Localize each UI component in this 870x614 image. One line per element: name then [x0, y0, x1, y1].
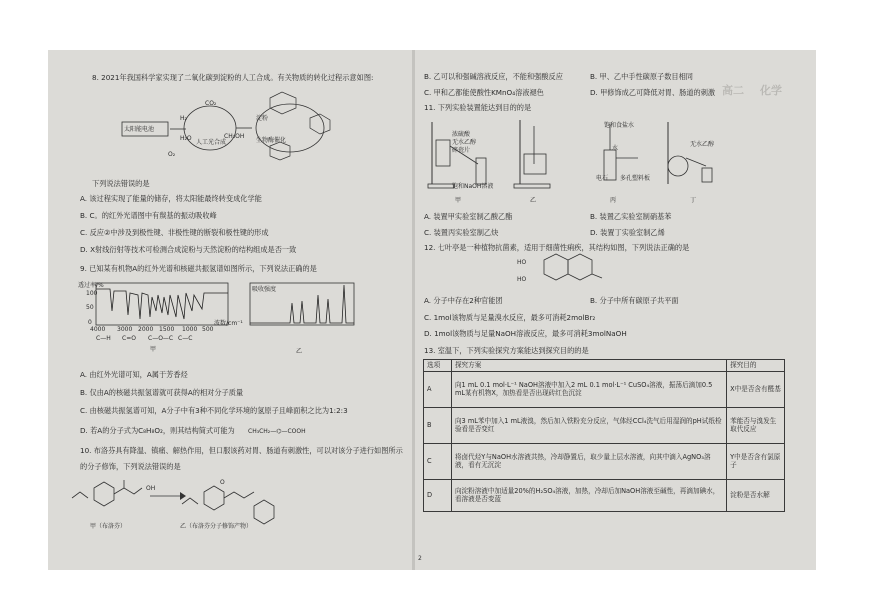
q11-label-board: 多孔塑料板	[620, 175, 651, 182]
q11-fig-b: 乙	[530, 197, 537, 204]
row-option: B	[424, 407, 452, 443]
q10-right-caption: 乙（布洛芬分子修饰产物）	[180, 523, 253, 530]
ir-tag-cc: C—C	[178, 335, 193, 342]
q13-table	[423, 359, 785, 512]
q9-option-a: A. 由红外光谱可知，A属于芳香烃	[80, 370, 188, 379]
q8-h2: H₂	[180, 115, 187, 122]
q10-left-caption: 甲（布洛芬）	[90, 523, 127, 530]
q8-option-c: C. 反应②中涉及到极性键、非极性键的断裂和极性键的形成	[80, 228, 269, 237]
q10-structures	[70, 478, 360, 526]
q11-fig-c: 丙	[610, 197, 617, 204]
row-option: C	[424, 443, 452, 479]
row-option: A	[424, 371, 452, 407]
q12-option-a: A. 分子中存在2种官能团	[424, 296, 503, 305]
table-row	[424, 479, 785, 511]
q10-option-c: C. 甲和乙都能使酸性KMnO₄溶液褪色	[424, 88, 544, 97]
q11-label-water: 水	[612, 145, 619, 152]
q8-option-d: D. X射线衍射等技术可检测合成淀粉与天然淀粉的结构组成是否一致	[80, 245, 297, 254]
q12-option-d: D. 1mol该物质与足量NaOH溶液反应，最多可消耗3molNaOH	[424, 329, 627, 338]
q11-fig-d: 丁	[690, 197, 697, 204]
q12-esculetin-structure	[530, 252, 610, 292]
ghost-text-subject: 化学	[760, 84, 782, 97]
q10-option-b2: B. 甲、乙中手性碳原子数目相同	[590, 72, 693, 81]
row-plan: 向3 mL苯中加入1 mL液溴，然后加入铁粉充分反应，气体经CCl₄洗气后用湿润的pH试纸检验看是否变红	[451, 407, 726, 443]
nmr-caption: 乙	[296, 348, 303, 355]
q12-ho-1: HO	[517, 259, 527, 266]
q12-ho-2: HO	[517, 276, 527, 283]
q11-label-carbide: 电石	[596, 175, 609, 182]
ir-tick-3: 2000	[138, 326, 154, 333]
q10-oh-label: OH	[146, 485, 156, 492]
ir-tag-ch: C—H	[96, 335, 111, 342]
q11-label-chips: 碎瓷片	[452, 147, 471, 154]
ir-tick-4: 1500	[159, 326, 175, 333]
header-plan: 探究方案	[451, 360, 726, 372]
row-goal: 淀粉是否水解	[727, 479, 785, 511]
row-goal: X中是否含有醛基	[727, 371, 785, 407]
page-fold	[412, 50, 415, 570]
q8-step1: 人工光合成	[196, 139, 227, 146]
q9-option-d-formula: CH₃CH₂—⌬—COOH	[248, 428, 306, 435]
q8-solar-cell: 太阳能电池	[124, 126, 155, 133]
q11-option-b: B. 装置乙实验室制硝基苯	[590, 212, 672, 221]
header-goal: 探究目的	[727, 360, 785, 372]
row-plan: 将卤代烃Y与NaOH水溶液共热，冷却静置后，取少量上层水溶液，向其中滴入AgNO₃溶液，看有无沉淀	[451, 443, 726, 479]
q11-label-h2so4: 浓硫酸	[452, 131, 471, 138]
ir-tick-1: 4000	[90, 326, 106, 333]
q9-stem: 9. 已知某有机物A的红外光谱和核磁共振氢谱如图所示，下列说法正确的是	[80, 264, 317, 273]
q11-label-naoh: 饱和NaOH溶液	[452, 183, 494, 190]
ir-y-50: 50	[86, 304, 94, 311]
q10-stem: 10. 布洛芬具有降温、镇痛、解热作用，但口服该药对胃、肠道有刺激性，可以对该分子进行如图所示	[80, 446, 403, 455]
q10-stem-2: 的分子修饰，下列说法错误的是	[80, 462, 181, 471]
ir-caption: 甲	[150, 346, 157, 353]
q11-label-brine: 饱和食盐水	[604, 122, 635, 129]
ir-tick-5: 1000	[182, 326, 198, 333]
q11-label-ethanol: 无水乙醇	[452, 139, 477, 146]
q8-h2o: H₂O	[180, 135, 192, 142]
ir-y-0: 0	[88, 319, 92, 326]
q10-o-label: O	[220, 479, 225, 486]
q8-o2: O₂	[168, 151, 176, 158]
nmr-y-label: 吸收强度	[252, 286, 277, 293]
q12-option-b: B. 分子中所有碳原子共平面	[590, 296, 679, 305]
q11-stem: 11. 下列实验装置能达到目的的是	[424, 103, 532, 112]
q9-option-b: B. 仅由A的核磁共振氢谱就可获得A的相对分子质量	[80, 388, 244, 397]
ir-tick-2: 3000	[117, 326, 133, 333]
q12-stem: 12. 七叶亭是一种植物抗菌素，适用于细菌性痢疾，其结构如图，下列说法正确的是	[424, 243, 690, 252]
table-row	[424, 371, 785, 407]
q9-ir-spectrum	[92, 281, 232, 331]
q11-fig-a: 甲	[455, 197, 462, 204]
ir-tick-6: 500	[202, 326, 214, 333]
q12-option-c: C. 1mol该物质与足量溴水反应，最多可消耗2molBr₂	[424, 313, 596, 322]
q9-option-d: D. 若A的分子式为C₈H₈O₂，则其结构简式可能为	[80, 426, 235, 435]
table-row	[424, 443, 785, 479]
page-number: 2	[418, 555, 422, 562]
row-option: D	[424, 479, 452, 511]
row-plan: 向1 mL 0.1 mol·L⁻¹ NaOH溶液中加入2 mL 0.1 mol·L⁻¹ CuSO₄溶液，振荡后滴加0.5 mL某有机物X，加热看是否出现砖红色沉淀	[451, 371, 726, 407]
q8-ch3oh: CH₃OH	[224, 133, 245, 140]
q8-option-a: A. 该过程实现了能量的储存，将太阳能最终转变成化学能	[80, 194, 262, 203]
q8-co2: CO₂	[205, 100, 217, 107]
ir-y-label: 透过率/%	[78, 282, 104, 289]
q11-option-d: D. 装置丁实验室制乙烯	[590, 228, 665, 237]
header-option: 选项	[424, 360, 452, 372]
ir-tag-co: C=O	[122, 335, 136, 342]
ir-y-100: 100	[86, 290, 98, 297]
ir-tag-coc: C—O—C	[148, 335, 174, 342]
row-plan: 向淀粉溶液中加适量20%的H₂SO₄溶液，加热，冷却后加NaOH溶液至碱性，再滴加碘水，看溶液是否变蓝	[451, 479, 726, 511]
q8-step2: 生物酶催化	[256, 137, 287, 144]
table-row	[424, 407, 785, 443]
q11-option-c: C. 装置丙实验室制乙炔	[424, 228, 499, 237]
q8-starch: 淀粉	[256, 115, 269, 122]
q11-label-ethanol-2: 无水乙醇	[690, 141, 715, 148]
ir-x-label: 波数/cm⁻¹	[214, 320, 243, 327]
table-header-row	[424, 360, 785, 372]
q9-option-c: C. 由核磁共振氢谱可知，A分子中有3种不同化学环境的氢原子且峰面积之比为1:2:3	[80, 406, 348, 415]
q11-option-a: A. 装置甲实验室制乙酸乙酯	[424, 212, 513, 221]
q13-stem: 13. 室温下，下列实验探究方案能达到探究目的的是	[424, 346, 589, 355]
row-goal: Y中是否含有氯原子	[727, 443, 785, 479]
q10-option-b: B. 乙可以和强碱溶液反应，不能和强酸反应	[424, 72, 563, 81]
q10-option-d: D. 甲修饰成乙可降低对胃、肠道的刺激	[590, 88, 716, 97]
q8-ask: 下列说法错误的是	[92, 179, 150, 188]
row-goal: 苯能否与溴发生取代反应	[727, 407, 785, 443]
q8-stem: 8. 2021年我国科学家实现了二氧化碳到淀粉的人工合成。有关物质的转化过程示意如图:	[92, 73, 374, 82]
q8-option-b: B. C。的红外光谱图中有羰基的振动吸收峰	[80, 211, 217, 220]
ghost-text-grade: 高二	[722, 84, 744, 97]
